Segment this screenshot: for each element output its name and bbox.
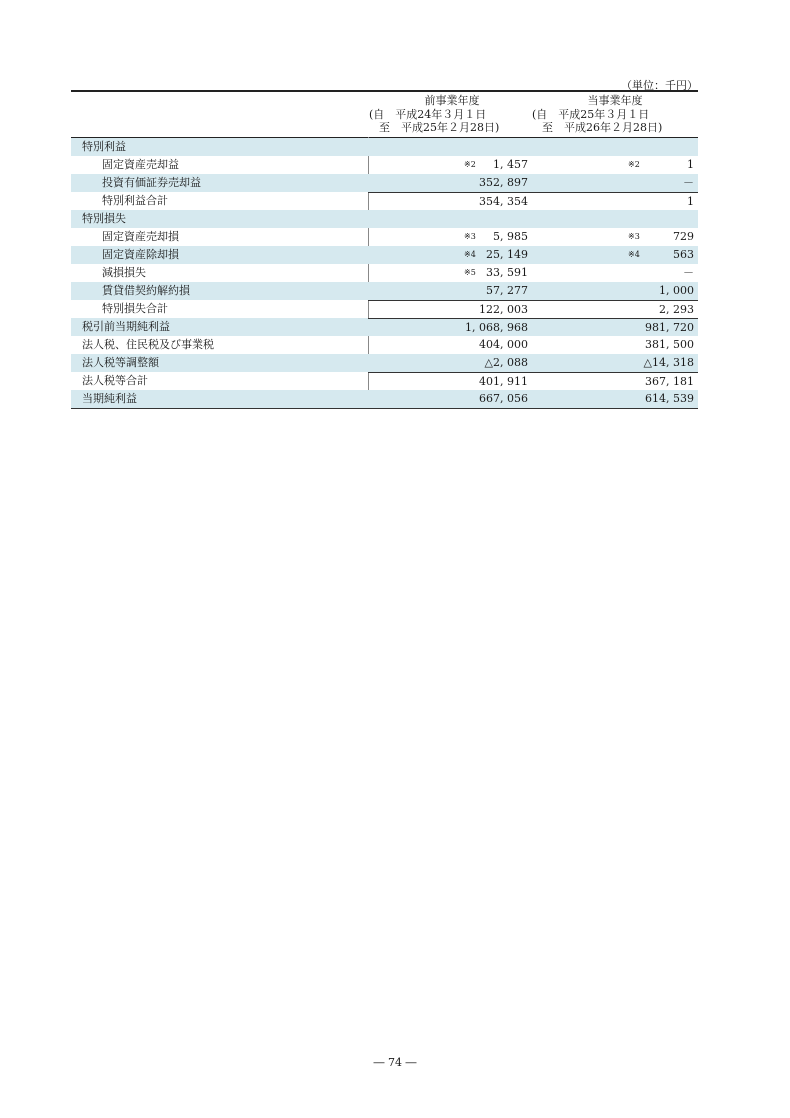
header-prev-title: 前事業年度 [424, 94, 480, 107]
table-row [71, 228, 698, 246]
curr-value-cell [532, 372, 698, 391]
table-row [71, 336, 698, 354]
unit-label: （単位：千円） [621, 79, 698, 92]
row-label: 特別利益 [82, 140, 126, 153]
note-ref: ※2 [464, 160, 476, 169]
curr-value: 729 [673, 230, 694, 243]
curr-value-cell [532, 192, 698, 211]
curr-value: 981, 720 [645, 321, 694, 334]
prev-value-cell [368, 372, 532, 391]
prev-value: 57, 277 [486, 284, 528, 297]
curr-value-cell [532, 318, 698, 337]
header-curr-from: (自 平成25年３月１日 [532, 107, 650, 121]
header-prev-to: 至 平成25年２月28日) [379, 121, 500, 134]
prev-value: △2, 088 [484, 356, 528, 369]
row-label: 特別利益合計 [102, 194, 168, 207]
prev-value: 25, 149 [486, 248, 528, 261]
prev-value-cell [368, 390, 532, 408]
prev-value: 1, 068, 968 [465, 321, 528, 334]
row-label: 投資有価証券売却益 [102, 176, 201, 189]
page-number: ― 74 ― [373, 1056, 417, 1069]
curr-value: － [683, 176, 694, 189]
row-label: 固定資産除却損 [102, 248, 179, 261]
curr-value-cell [532, 264, 698, 282]
prev-value-cell [368, 264, 532, 282]
row-label: 固定資産売却益 [102, 158, 179, 171]
table-row [71, 210, 698, 228]
curr-value: － [683, 266, 694, 279]
curr-value: 367, 181 [645, 375, 694, 388]
table-row [71, 156, 698, 174]
table-row [71, 174, 698, 192]
row-label: 賃貸借契約解約損 [102, 284, 190, 297]
curr-value-cell [532, 336, 698, 354]
curr-value-cell [532, 300, 698, 319]
note-ref: ※3 [628, 232, 640, 241]
row-label: 減損損失 [102, 266, 146, 279]
prev-value: 667, 056 [479, 392, 528, 405]
prev-value: 401, 911 [479, 375, 528, 388]
prev-value: 352, 897 [479, 176, 528, 189]
row-label: 当期純利益 [82, 392, 137, 405]
curr-value: 381, 500 [645, 338, 694, 351]
curr-value: 1 [687, 195, 694, 208]
curr-value-cell [532, 228, 698, 246]
curr-value-cell [532, 390, 698, 408]
curr-value-cell [532, 354, 698, 372]
table-row [71, 264, 698, 282]
prev-value-cell [368, 354, 532, 372]
income-statement-table [71, 90, 698, 409]
row-label: 法人税等調整額 [82, 356, 159, 369]
row-label: 税引前当期純利益 [82, 320, 170, 333]
prev-value-cell [368, 174, 532, 192]
curr-value: 614, 539 [645, 392, 694, 405]
prev-value-cell [368, 336, 532, 354]
prev-value: 1, 457 [493, 158, 528, 171]
prev-value-cell [368, 192, 532, 211]
table-row [71, 372, 698, 390]
prev-value-cell [368, 156, 532, 174]
curr-value: 1 [687, 158, 694, 171]
note-ref: ※4 [464, 250, 476, 259]
table-row [71, 282, 698, 300]
row-label: 法人税等合計 [82, 374, 148, 387]
row-label: 固定資産売却損 [102, 230, 179, 243]
prev-value: 122, 003 [479, 303, 528, 316]
header-curr-title: 当事業年度 [587, 94, 643, 107]
row-label: 特別損失合計 [102, 302, 168, 315]
note-ref: ※3 [464, 232, 476, 241]
prev-value: 354, 354 [479, 195, 528, 208]
table-row [71, 354, 698, 372]
curr-value-cell [532, 282, 698, 300]
curr-value-cell [532, 156, 698, 174]
prev-value: 404, 000 [479, 338, 528, 351]
curr-value: 2, 293 [659, 303, 694, 316]
curr-value: 563 [673, 248, 694, 261]
note-ref: ※4 [628, 250, 640, 259]
curr-value: 1, 000 [659, 284, 694, 297]
curr-value: △14, 318 [643, 356, 694, 369]
table-row [71, 138, 698, 156]
row-label: 特別損失 [82, 212, 126, 225]
header-prev-from: (自 平成24年３月１日 [369, 107, 487, 121]
header-curr-period [532, 94, 698, 135]
prev-value-cell [368, 300, 532, 319]
note-ref: ※5 [464, 268, 476, 277]
prev-value-cell [368, 246, 532, 264]
table-row [71, 300, 698, 318]
prev-value: 5, 985 [493, 230, 528, 243]
note-ref: ※2 [628, 160, 640, 169]
prev-value-cell [368, 282, 532, 300]
curr-value-cell [532, 174, 698, 192]
header-prev-period [369, 94, 535, 135]
header-curr-to: 至 平成26年２月28日) [542, 121, 663, 134]
curr-value-cell [532, 246, 698, 264]
table-row [71, 318, 698, 336]
table-row [71, 246, 698, 264]
table-header [71, 90, 698, 138]
row-label: 法人税、住民税及び事業税 [82, 338, 214, 351]
prev-value-cell [368, 228, 532, 246]
table-row [71, 192, 698, 210]
prev-value: 33, 591 [486, 266, 528, 279]
table-row [71, 390, 698, 409]
prev-value-cell [368, 318, 532, 337]
